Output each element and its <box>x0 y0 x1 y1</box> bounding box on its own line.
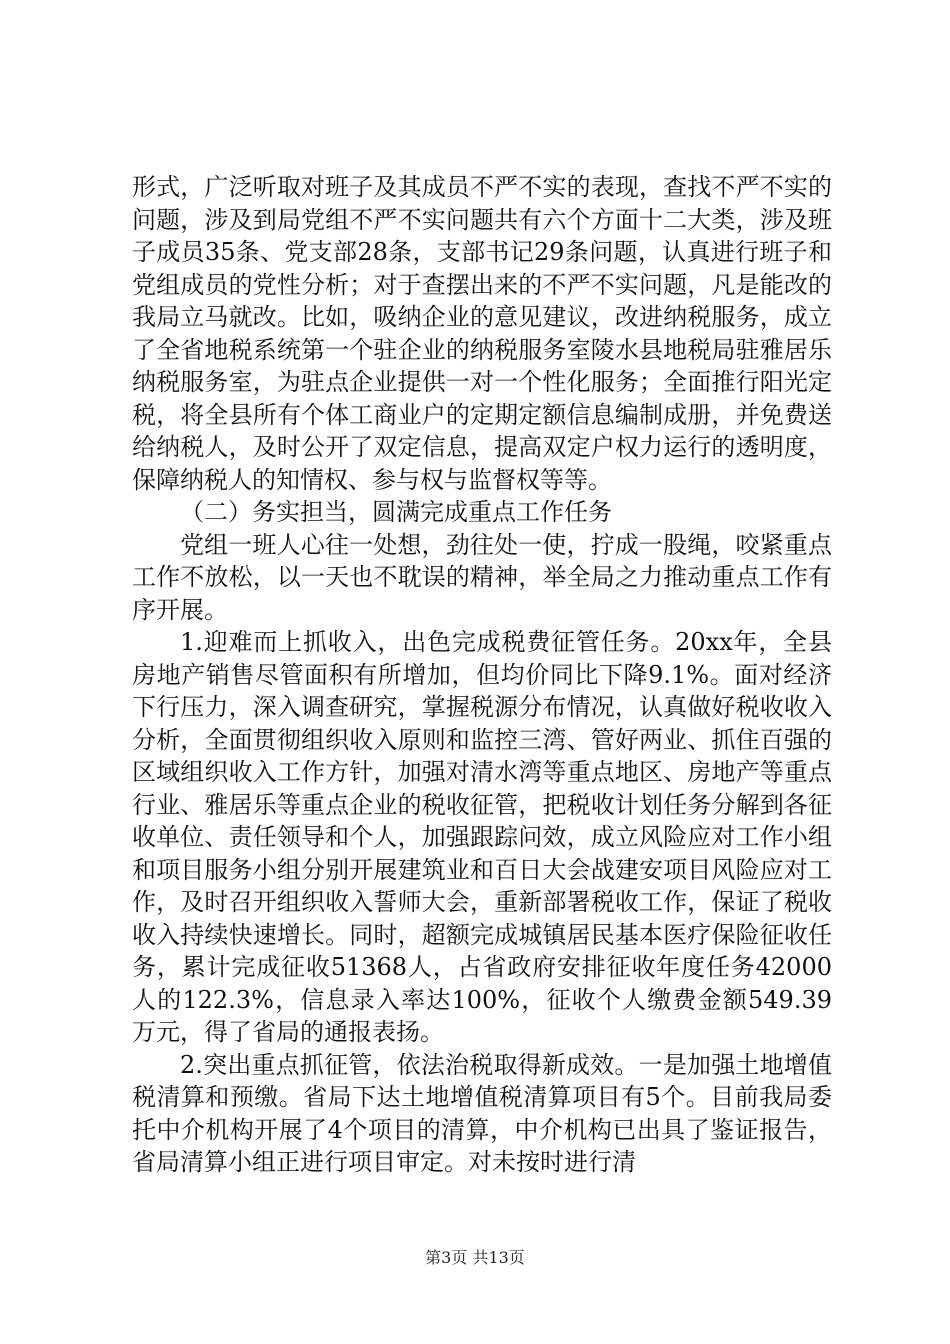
paragraph-intro: 党组一班人心往一处想，劲往处一使，拧成一股绳，咬紧重点工作不放松，以一天也不耽误的精神，举全局之力推动重点工作有序开展。 <box>132 530 832 624</box>
page-footer <box>0 1245 950 1268</box>
page-number: 第3页 共13页 <box>425 1248 525 1267</box>
paragraph-item-1: 1.迎难而上抓收入，出色完成税费征管任务。20xx年，全县房地产销售尽管面积有所增加，但均价同比下降9.1%。面对经济下行压力，深入调查研究，掌握税源分布情况，认真做好税收收入分析，全面贯彻组织收入原则和监控三湾、管好两业、抓住百强的区域组织收入工作方针，加强对清水湾等重点地区、房地产等重点行业、雅居乐等重点企业的税收征管，把税收计划任务分解到各征收单位、责任领导和个人，加强跟踪问效，成立风险应对工作小组和项目服务小组分别开展建筑业和百日大会战建安项目风险应对工作，及时召开组织收入誓师大会，重新部署税收工作，保证了税收收入持续快速增长。同时，超额完成城镇居民基本医疗保险征收任务，累计完成征收51368人，占省政府安排征收年度任务42000人的122.3%，信息录入率达100%，征收个人缴费金额549.39万元，得了省局的通报表扬。 <box>132 628 832 1046</box>
section-heading: （二）务实担当，圆满完成重点工作任务 <box>180 498 612 526</box>
paragraph-continuation: 形式，广泛听取对班子及其成员不严不实的表现，查找不严不实的问题，涉及到局党组不严不实问题共有六个方面十二大类，涉及班子成员35条、党支部28条，支部书记29条问题，认真进行班子和党组成员的党性分析；对于查摆出来的不严不实问题，凡是能改的我局立马就改。比如，吸纳企业的意见建议，改进纳税服务，成立了全省地税系统第一个驻企业的纳税服务室陵水县地税局驻雅居乐纳税服务室，为驻点企业提供一对一个性化服务；全面推行阳光定税，将全县所有个体工商业户的定期定额信息编制成册，并免费送给纳税人，及时公开了双定信息，提高双定户权力运行的透明度，保障纳税人的知情权、参与权与监督权等等。 <box>132 173 832 494</box>
paragraph-item-2: 2.突出重点抓征管，依法治税取得新成效。一是加强土地增值税清算和预缴。省局下达土地增值税清算项目有5个。目前我局委托中介机构开展了4个项目的清算，中介机构已出具了鉴证报告，省局清算小组正进行项目审定。对未按时进行清 <box>132 1050 832 1176</box>
document-body <box>132 171 832 1179</box>
